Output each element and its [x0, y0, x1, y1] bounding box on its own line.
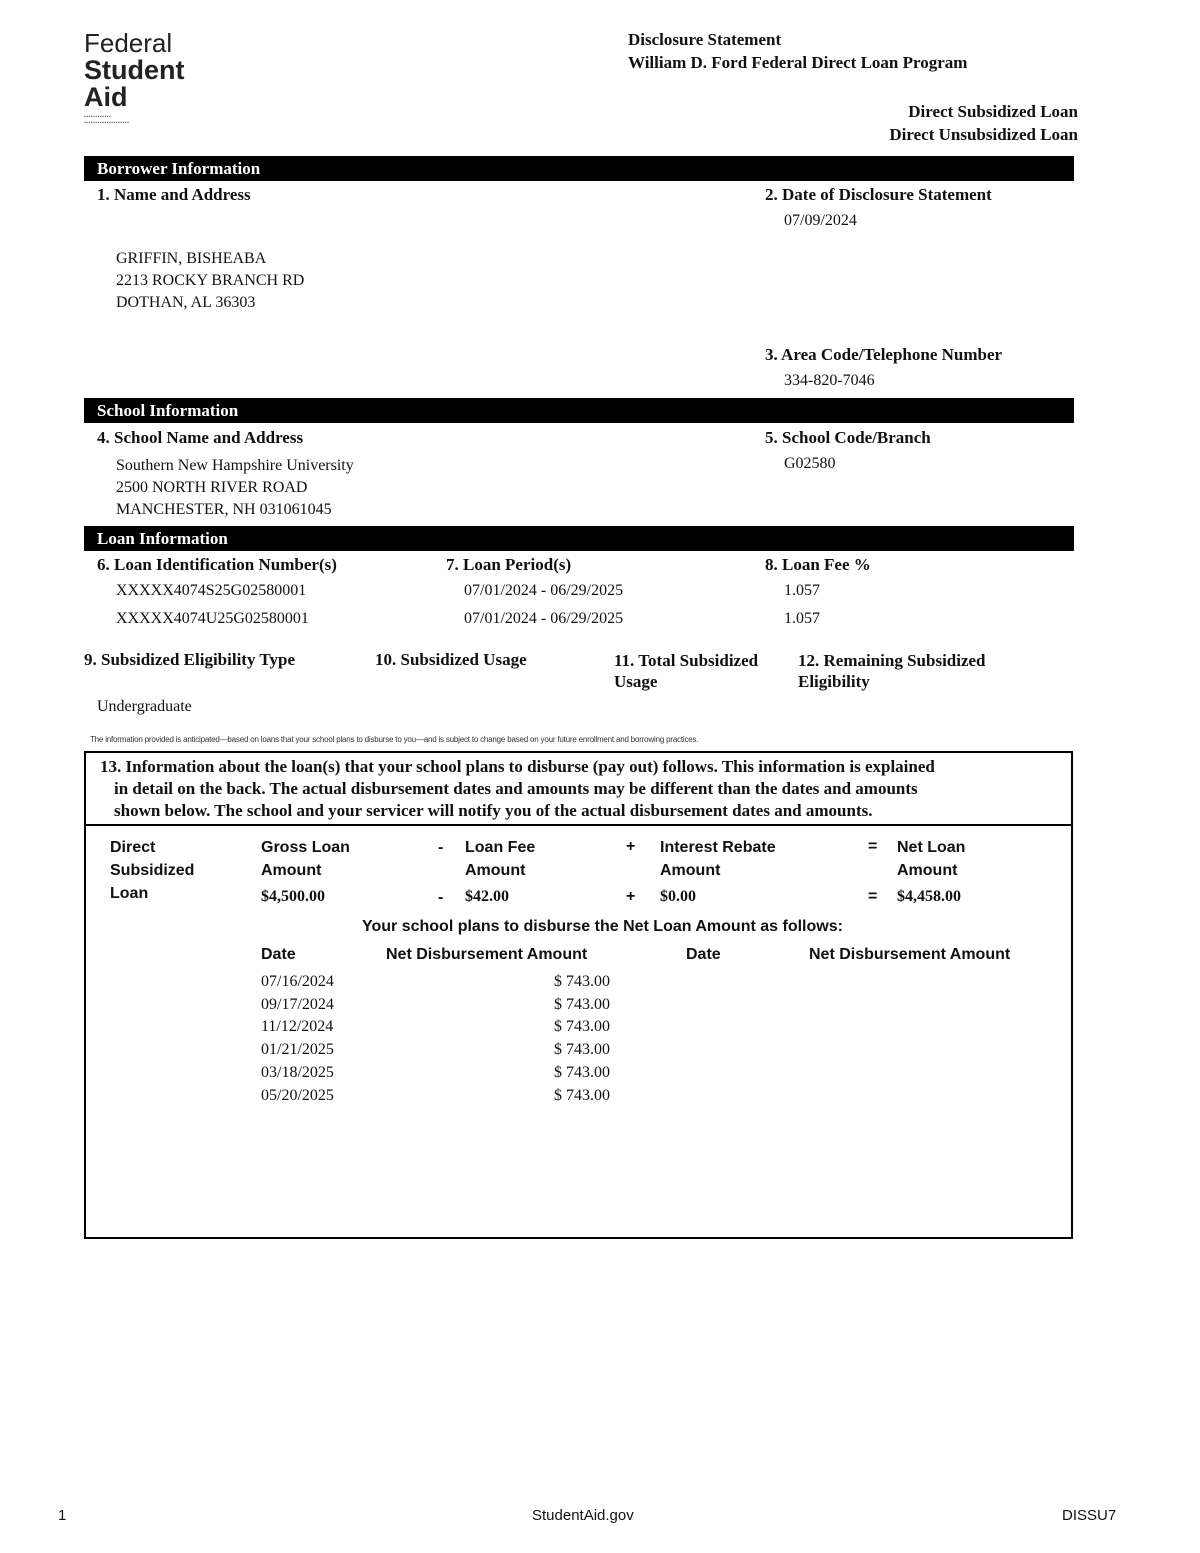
section-13-text: [100, 756, 1064, 822]
remaining-label-line-2: Eligibility: [798, 672, 870, 691]
logo-student: Student: [84, 55, 185, 85]
fee-label-line-1: Loan Fee: [465, 839, 536, 856]
anticipated-notice: The information provided is anticipated—based on loans that your school plans to disburse to you—and is subject to change based on your future enrollment and borrowing practices.: [90, 735, 699, 744]
loan-fee: 1.057: [784, 582, 820, 599]
loan-type-subsidized: Direct Subsidized Loan: [908, 102, 1078, 121]
equals-operator: =: [868, 838, 878, 855]
section-bar-borrower: Borrower Information: [84, 156, 1074, 181]
date-header-2: Date: [686, 946, 721, 963]
total-usage-label-line-2: Usage: [614, 672, 658, 691]
box-divider: [86, 824, 1071, 826]
borrower-address-block: [116, 248, 304, 314]
loan-fee-amount: $42.00: [465, 888, 509, 905]
footer-site: StudentAid.gov: [532, 1507, 634, 1524]
name-address-label: 1. Name and Address: [97, 185, 251, 204]
minus-operator: -: [438, 839, 444, 856]
disbursement-date: 03/18/2025: [261, 1063, 334, 1081]
page-number: 1: [58, 1507, 67, 1524]
document-title: [628, 28, 967, 74]
rebate-label-line-2: Amount: [660, 862, 721, 879]
gross-loan-amount: $4,500.00: [261, 888, 325, 905]
date-header: Date: [261, 946, 296, 963]
logo-tagline-graphic: ▪▪▪▪▪▪▪▪▪▪▪▪ ▪▪▪▪▪▪▪▪▪▪▪▪▪▪▪▪▪▪▪▪: [84, 114, 130, 126]
form-code: DISSU7: [1062, 1507, 1117, 1524]
loan-types: [889, 100, 1078, 146]
disbursement-amount: $ 743.00: [554, 1041, 610, 1059]
school-address-1: 2500 NORTH RIVER ROAD: [116, 479, 308, 496]
disbursement-date: 01/21/2025: [261, 1041, 334, 1059]
phone-number: 334-820-7046: [784, 372, 875, 389]
plus-operator: +: [626, 888, 636, 905]
title-line-1: Disclosure Statement: [628, 30, 782, 49]
loan-id: XXXXX4074U25G02580001: [116, 610, 309, 627]
disbursement-amount: $ 743.00: [554, 995, 610, 1013]
disclosure-date: 07/09/2024: [784, 212, 857, 229]
net-disbursement-header: Net Disbursement Amount: [386, 946, 588, 963]
disbursement-date: 09/17/2024: [261, 995, 334, 1013]
logo-federal: Federal: [84, 28, 173, 58]
school-code: G02580: [784, 455, 836, 472]
disbursement-dates: [261, 971, 334, 1107]
school-address-2: MANCHESTER, NH 031061045: [116, 501, 332, 518]
gross-label-line-1: Gross Loan: [261, 839, 350, 856]
disbursement-plan-text: Your school plans to disburse the Net Loan Amount as follows:: [362, 918, 843, 935]
disbursement-date: 11/12/2024: [261, 1018, 334, 1036]
section-13-line-1: 13. Information about the loan(s) that your school plans to disburse (pay out) follows. This information is explained: [100, 757, 935, 776]
net-label-line-2: Amount: [897, 862, 958, 879]
loan-id: XXXXX4074S25G02580001: [116, 582, 307, 599]
section-13-line-3: shown below. The school and your servicer will notify you of the actual disbursement dates and amounts.: [114, 801, 873, 820]
borrower-address-1: 2213 ROCKY BRANCH RD: [116, 272, 305, 289]
loan-fee-header: [465, 836, 535, 882]
rebate-label-line-1: Interest Rebate: [660, 839, 776, 856]
loan-fee: 1.057: [784, 610, 820, 627]
logo-aid: Aid: [84, 82, 128, 112]
loan-period: 07/01/2024 - 06/29/2025: [464, 610, 624, 627]
disbursement-amount: $ 743.00: [554, 1018, 610, 1036]
net-loan-header: [897, 836, 965, 882]
gross-label-line-2: Amount: [261, 862, 322, 879]
section-bar-loan: Loan Information: [84, 526, 1074, 551]
disclosure-date-label: 2. Date of Disclosure Statement: [765, 185, 992, 204]
disbursement-date: 05/20/2025: [261, 1086, 334, 1104]
loan-period: 07/01/2024 - 06/29/2025: [464, 582, 624, 599]
loan-id-label: 6. Loan Identification Number(s): [97, 555, 337, 574]
loan-type-unsubsidized: Direct Unsubsidized Loan: [889, 125, 1078, 144]
disbursement-box: [84, 751, 1073, 1239]
section-bar-school: School Information: [84, 398, 1074, 423]
net-disbursement-header-2: Net Disbursement Amount: [809, 946, 1011, 963]
loan-name-line-1: Direct: [110, 839, 156, 856]
loan-name-line-3: Loan: [110, 885, 149, 902]
disbursement-amount: $ 743.00: [554, 1063, 610, 1081]
net-loan-amount: $4,458.00: [897, 888, 961, 905]
remaining-label-line-1: 12. Remaining Subsidized: [798, 651, 986, 670]
fee-label-line-2: Amount: [465, 862, 526, 879]
borrower-name: GRIFFIN, BISHEABA: [116, 250, 267, 267]
loan-name-line-2: Subsidized: [110, 862, 195, 879]
loan-period-label: 7. Loan Period(s): [446, 555, 572, 574]
borrower-address-2: DOTHAN, AL 36303: [116, 294, 256, 311]
equals-operator: =: [868, 888, 878, 905]
title-line-2: William D. Ford Federal Direct Loan Program: [628, 53, 968, 72]
school-name: Southern New Hampshire University: [116, 457, 354, 474]
section-13-line-2: in detail on the back. The actual disbursement dates and amounts may be different than the dates and amounts: [114, 779, 918, 798]
interest-rebate-amount: $0.00: [660, 888, 696, 905]
net-label-line-1: Net Loan: [897, 839, 966, 856]
interest-rebate-header: [660, 836, 776, 882]
total-usage-label-line-1: 11. Total Subsidized: [614, 651, 759, 670]
federal-student-aid-logo: [84, 30, 194, 126]
disbursement-amount: $ 743.00: [554, 973, 610, 990]
subsidized-eligibility-type: Undergraduate: [97, 698, 192, 715]
school-name-label: 4. School Name and Address: [97, 428, 304, 447]
school-address-block: [116, 455, 354, 521]
loan-fee-label: 8. Loan Fee %: [765, 555, 871, 574]
subsidized-usage-label: 10. Subsidized Usage: [375, 650, 527, 669]
remaining-subsidized-eligibility-label: [798, 650, 986, 692]
plus-operator: +: [626, 838, 636, 855]
subsidized-eligibility-type-label: 9. Subsidized Eligibility Type: [84, 650, 295, 669]
disbursement-amounts: [486, 971, 610, 1107]
disbursement-amount: $ 743.00: [554, 1086, 610, 1104]
loan-name: [110, 836, 194, 905]
disbursement-date: 07/16/2024: [261, 973, 334, 990]
gross-loan-header: [261, 836, 350, 882]
school-code-label: 5. School Code/Branch: [765, 428, 931, 447]
total-subsidized-usage-label: [614, 650, 758, 692]
minus-operator: -: [438, 889, 444, 906]
phone-label: 3. Area Code/Telephone Number: [765, 345, 1003, 364]
